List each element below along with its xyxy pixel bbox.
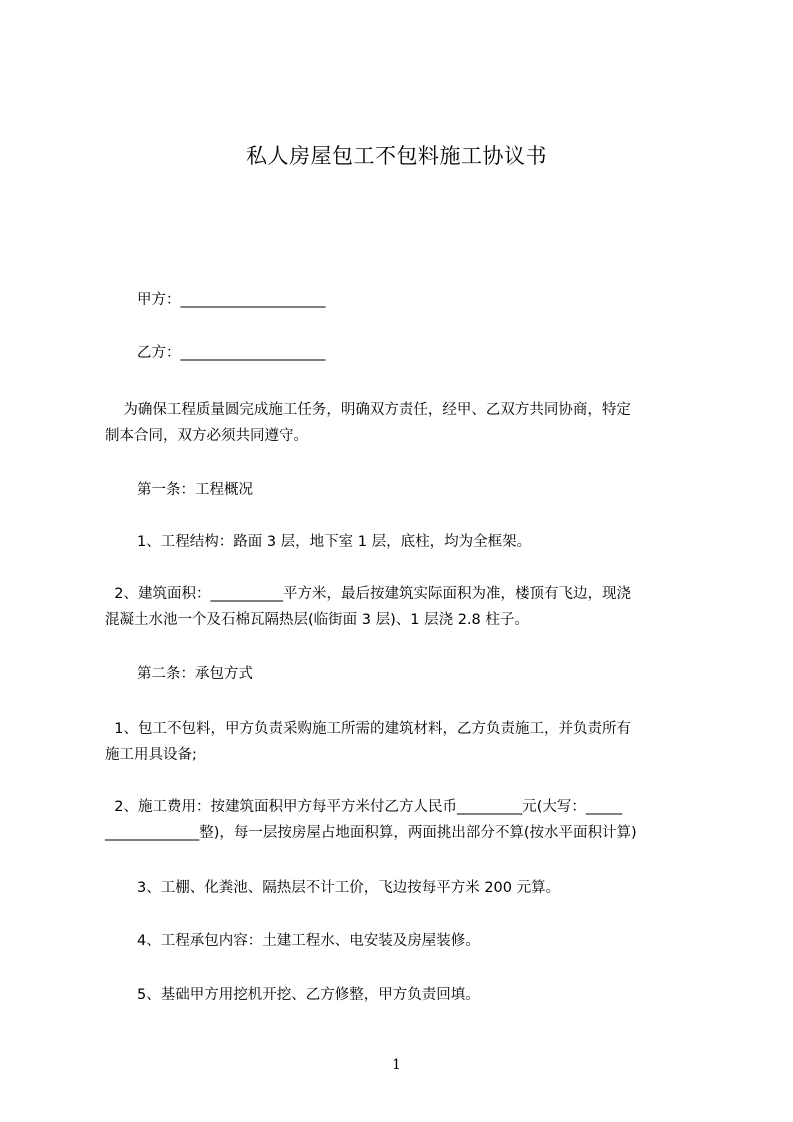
article-2-item-4: 4、工程承包内容：土建工程水、电安装及房屋装修。 (137, 933, 480, 949)
article-2-item-5: 5、基础甲方用挖机开挖、乙方修整，甲方负责回填。 (137, 987, 480, 1003)
party-a-line: 甲方：____________________ (137, 292, 326, 308)
article-2-heading: 第二条：承包方式 (137, 666, 253, 682)
article-2-item-3: 3、工棚、化粪池、隔热层不计工价，飞边按每平方米 200 元算。 (137, 880, 561, 896)
article-2-item-2-line-1: 2、施工费用：按建筑面积甲方每平方米付乙方人民币_________元(大写：_____ (105, 799, 623, 815)
article-2-item-1 (105, 716, 711, 768)
article-2-item-1-line-2: 施工用具设备; (105, 747, 197, 763)
intro-paragraph (105, 397, 711, 449)
article-1-item-2-line-1: 2、建筑面积：__________平方米，最后按建筑实际面积为准，楼顶有飞边，现浇 (105, 586, 631, 602)
intro-line-1: 为确保工程质量圆完成施工任务，明确双方责任，经甲、乙双方共同协商，特定 (105, 402, 631, 418)
article-2-item-2 (105, 794, 711, 846)
article-1-item-2-line-2: 混凝土水池一个及石棉瓦隔热层(临街面 3 层)、1 层浇 2.8 柱子。 (105, 612, 529, 628)
article-1-heading: 第一条：工程概况 (137, 482, 253, 498)
page-number: 1 (392, 1057, 401, 1073)
article-1-item-1: 1、工程结构：路面 3 层，地下室 1 层，底柱，均为全框架。 (137, 534, 532, 550)
article-1-item-2 (105, 581, 711, 633)
document-title: 私人房屋包工不包料施工协议书 (246, 144, 547, 168)
party-b-line: 乙方：____________________ (137, 345, 326, 361)
intro-line-2: 制本合同，双方必须共同遵守。 (105, 428, 308, 444)
article-2-item-2-line-2: _____________整)，每一层按房屋占地面积算，两面挑出部分不算(按水平面积计算) (105, 825, 637, 841)
article-2-item-1-line-1: 1、包工不包料，甲方负责采购施工所需的建筑材料，乙方负责施工，并负责所有 (105, 721, 631, 737)
